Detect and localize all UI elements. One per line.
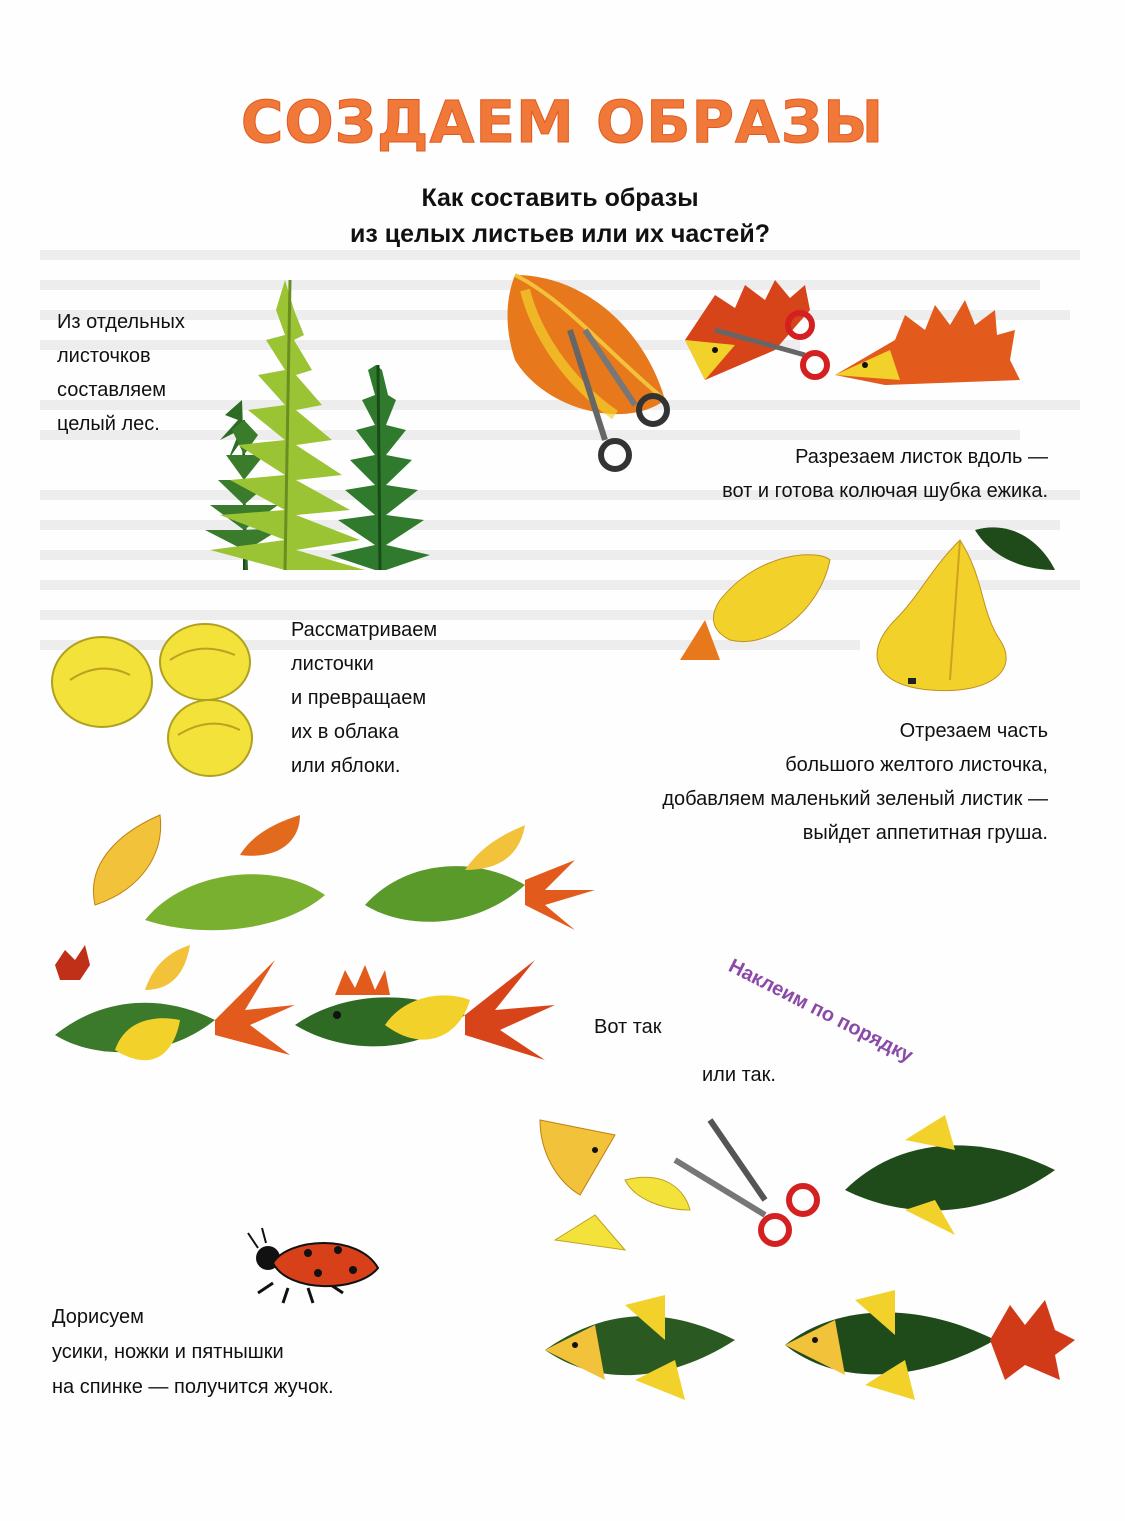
bird-leaf-icon-3 [295,960,555,1060]
leaf-orange-icon [508,275,666,415]
hedgehog-illustration [505,270,1025,470]
yellow-leaf-icon [93,815,160,905]
red-maple-leaf-icon [55,945,90,980]
green-leaf-fish-icon [845,1115,1055,1235]
round-leaf-icon-2 [160,624,250,700]
fish-head-piece-icon [540,1120,615,1195]
round-leaf-icon [52,637,152,727]
ladybug-illustration [248,1228,388,1308]
page-title: СОЗДАЕМ ОБРАЗЫ [240,88,885,156]
caption-bird-b: или так. [702,1064,776,1086]
caption-bug: Дорисуем усики, ножки и пятнышки на спинке — получится жучок. [52,1306,334,1398]
caption-forest: Из отдельных листочков составляем целый лес. [57,311,185,435]
yellow-leaf-piece-icon-2 [555,1215,625,1250]
leaf-cut-piece-icon [680,620,720,660]
caption-clouds: Рассматриваем листочки и превращаем их в облака или яблоки. [291,619,438,777]
green-leaf-icon [975,527,1055,570]
fern-center-icon [210,280,365,570]
bird-leaf-icon-2 [55,945,295,1060]
fish-illustration [535,1100,1080,1500]
red-leaf-icon [240,815,300,856]
caption-pear: Отрезаем часть большого желтого листочка, добавляем маленький зеленый листик — выйдет аппетитная груша. [662,720,1048,844]
hedgehog-finished-icon [835,300,1020,385]
caption-bird-a: Вот так [594,1016,662,1038]
fish-icon [545,1295,735,1400]
caption-hedgehog: Разрезаем листок вдоль — вот и готова колючая шубка ежика. [722,446,1048,502]
round-leaf-icon-3 [168,700,252,776]
pear-icon [877,540,1006,691]
fish-icon-2 [785,1290,1075,1400]
leaf-birds-illustration [45,810,605,1110]
clouds-illustration [50,620,270,780]
ladybug-icon [248,1228,378,1303]
scissors-icon [675,1120,817,1244]
yellow-leaf-icon [713,555,830,642]
subtitle-line-1: Как составить образы [421,184,699,212]
subtitle-line-2: из целых листьев или их частей? [350,220,770,248]
fern-forest-illustration [200,270,440,590]
bird-leaf-icon [365,825,595,930]
yellow-leaf-piece-icon [625,1177,690,1210]
page-subtitle [260,180,860,252]
order-label: Наклеим по порядку [725,955,917,1068]
green-leaf-icon [145,874,325,930]
pear-illustration [680,520,1060,700]
